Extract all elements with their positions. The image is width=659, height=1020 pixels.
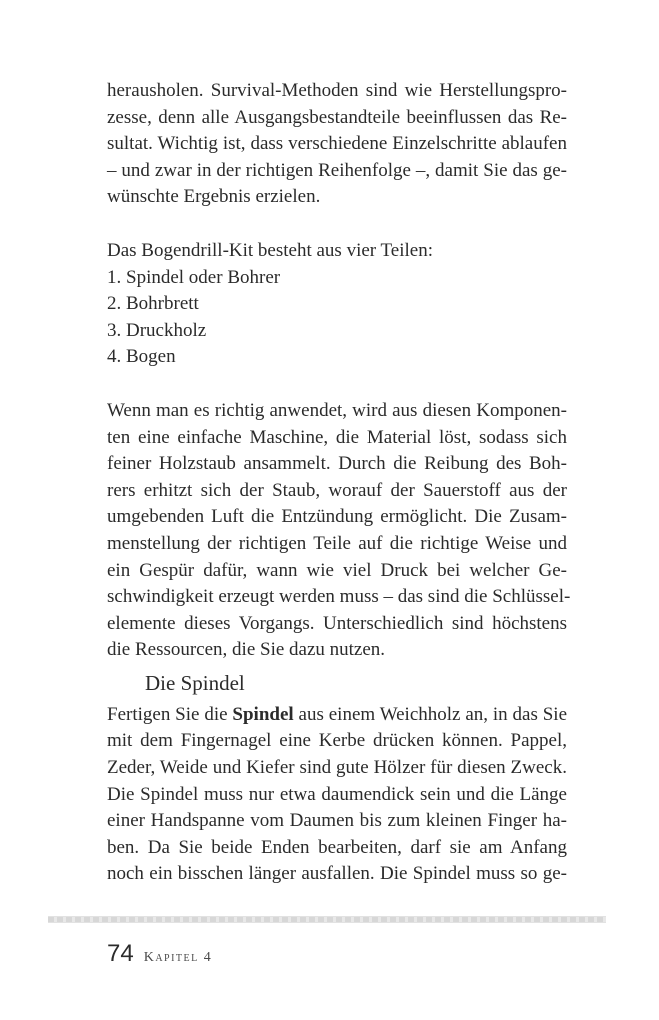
footer-divider — [48, 916, 606, 923]
page-body — [107, 78, 571, 888]
text-line: – und zwar in der richtigen Reihenfolge –, damit Sie das ge- — [107, 159, 567, 181]
text-line: elemente dieses Vorgangs. Unterschiedlich sind höchstens — [107, 612, 567, 634]
parts-list — [107, 238, 567, 371]
text-line: menstellung der richtigen Teile auf die richtige Weise und — [107, 532, 567, 554]
text-line: noch ein bisschen länger ausfallen. Die Spindel muss so ge- — [107, 863, 567, 885]
paragraph-gap — [107, 371, 567, 398]
text-line: ten eine einfache Maschine, die Material löst, sodass sich — [107, 426, 567, 448]
text-line: zesse, denn alle Ausgangsbestandteile beeinflussen das Re- — [107, 106, 567, 128]
list-item: 3. Druckholz — [107, 319, 207, 341]
text-line — [107, 702, 567, 729]
paragraph-gap — [107, 211, 567, 238]
text-line: mit dem Fingernagel eine Kerbe drücken können. Pappel, — [107, 730, 567, 752]
text-line: ben. Da Sie beide Enden bearbeiten, darf sie am Anfang — [107, 836, 567, 858]
paragraph-3 — [107, 702, 567, 888]
text-line: Wenn man es richtig anwendet, wird aus diesen Komponen- — [107, 399, 567, 421]
text-line: herausholen. Survival-Methoden sind wie Herstellungspro- — [107, 80, 567, 101]
list-intro: Das Bogendrill-Kit besteht aus vier Teilen: — [107, 239, 433, 261]
text-line: Zeder, Weide und Kiefer sind gute Hölzer für diesen Zweck. — [107, 757, 567, 779]
text-line: feiner Holzstaub ansammelt. Durch die Reibung des Boh- — [107, 453, 567, 475]
text-line: die Ressourcen, die Sie dazu nutzen. — [107, 639, 386, 661]
text-line: schwindigkeit erzeugt werden muss – das sind die Schlüssel- — [107, 586, 571, 608]
chapter-label: Kapitel 4 — [143, 950, 213, 965]
text-run: Fertigen Sie die — [107, 703, 233, 725]
text-line: wünschte Ergebnis erzielen. — [107, 186, 321, 208]
text-line: Die Spindel muss nur etwa daumendick sein und die Länge — [107, 783, 567, 805]
paragraph-2 — [107, 398, 571, 664]
bold-term: Spindel — [232, 703, 294, 725]
text-line: umgebenden Luft die Entzündung ermöglicht. Die Zusam- — [107, 506, 567, 528]
page-number: 74 — [107, 940, 134, 967]
section-heading: Die Spindel — [145, 670, 245, 695]
page-footer — [107, 940, 212, 968]
text-line: rers erhitzt sich der Staub, worauf der Sauerstoff aus der — [107, 479, 567, 501]
text-run: aus einem Weichholz an, in das Sie — [293, 703, 568, 725]
text-line: sultat. Wichtig ist, dass verschiedene Einzelschritte ablaufen — [107, 133, 567, 155]
list-item: 4. Bogen — [107, 346, 176, 368]
text-line: einer Handspanne vom Daumen bis zum kleinen Finger ha- — [107, 810, 567, 832]
paragraph-1 — [107, 78, 567, 211]
list-item: 2. Bohrbrett — [107, 293, 199, 315]
text-line: ein Gespür dafür, wann wie viel Druck bei welcher Ge- — [107, 559, 567, 581]
list-item: 1. Spindel oder Bohrer — [107, 266, 281, 288]
